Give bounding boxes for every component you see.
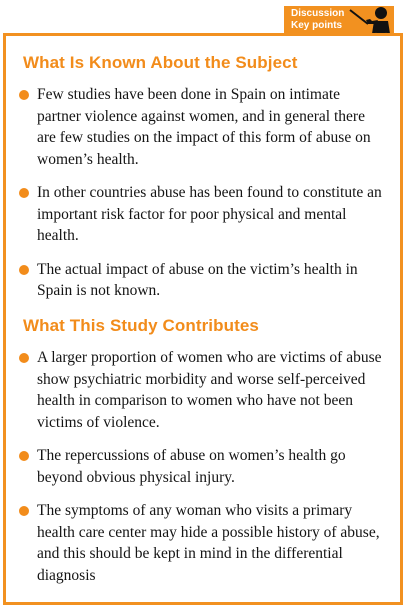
tab-label-line-1: Discussion — [291, 8, 345, 19]
point-text: The actual impact of abuse on the victim’s health in Spain is not known. — [37, 260, 358, 299]
contributes-points-list — [6, 347, 400, 598]
orange-dot-bullet-icon — [19, 90, 29, 100]
known-points-list — [6, 84, 400, 314]
orange-dot-bullet-icon — [19, 451, 29, 461]
contributes-section-heading: What This Study Contributes — [23, 316, 259, 335]
tab-label — [291, 8, 344, 31]
list-item — [6, 182, 400, 247]
list-item — [6, 347, 400, 433]
orange-dot-bullet-icon — [19, 353, 29, 363]
tab-label-line-2: Key points — [291, 19, 343, 31]
point-text: In other countries abuse has been found to constitute an important risk factor for poor physical and mental health. — [37, 184, 382, 244]
point-text: The symptoms of any woman who visits a primary health care center may hide a possible history of abuse, and this should be kept in mind in the differential diagnosis — [37, 502, 380, 584]
point-text: The repercussions of abuse on women’s health go beyond obvious physical injury. — [37, 447, 346, 486]
list-item — [6, 500, 400, 586]
orange-dot-bullet-icon — [19, 188, 29, 198]
orange-dot-bullet-icon — [19, 506, 29, 516]
orange-dot-bullet-icon — [19, 265, 29, 275]
list-item — [6, 84, 400, 170]
key-points-panel — [3, 33, 403, 605]
list-item — [6, 445, 400, 488]
known-section-heading: What Is Known About the Subject — [23, 53, 298, 72]
point-text: A larger proportion of women who are victims of abuse show psychiatric morbidity and worse self-perceived health in comparison to women who have not been victims of violence. — [37, 349, 382, 431]
list-item — [6, 259, 400, 302]
point-text: Few studies have been done in Spain on intimate partner violence against women, and in general there are few studies on the impact of this form of abuse on women’s health. — [37, 86, 371, 168]
